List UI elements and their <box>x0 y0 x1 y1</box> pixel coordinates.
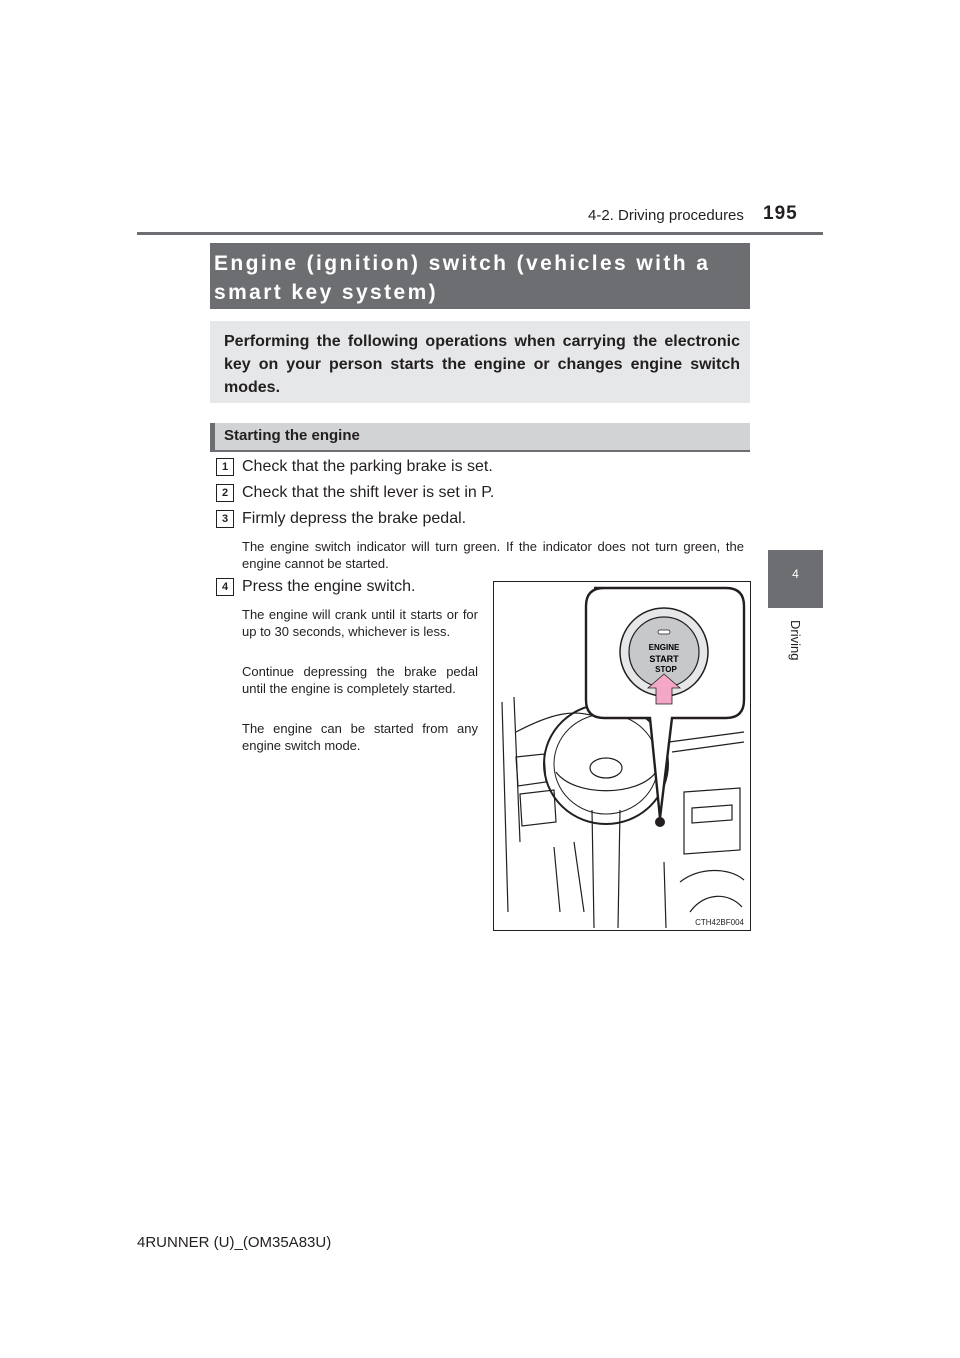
subheading-accent <box>210 423 215 450</box>
step-number-4: 4 <box>216 578 234 596</box>
page-number: 195 <box>763 203 798 224</box>
footer-model-code: 4RUNNER (U)_(OM35A83U) <box>137 1234 332 1251</box>
button-label-line-1: ENGINE <box>648 643 680 652</box>
subheading: Starting the engine <box>224 427 360 444</box>
button-label-line-3: STOP <box>655 665 677 674</box>
step-3-note: The engine switch indicator will turn green. If the indicator does not turn green, the engine cannot be started. <box>242 539 744 571</box>
engine-switch-location <box>655 817 665 827</box>
chapter-side-label <box>770 620 820 700</box>
step-4-note-3: The engine can be started from any engine switch mode. <box>242 721 478 753</box>
section-title: Engine (ignition) switch (vehicles with a smart key system) <box>214 252 711 304</box>
step-4-note-2: Continue depressing the brake pedal until the engine is completely started. <box>242 664 478 696</box>
step-4-note-1: The engine will crank until it starts or for up to 30 seconds, whichever is less. <box>242 607 478 639</box>
chapter-label: Driving <box>788 620 803 661</box>
button-label-line-2: START <box>649 654 679 664</box>
header-rule <box>137 232 823 235</box>
step-1-text: Check that the parking brake is set. <box>242 458 493 475</box>
step-2-text: Check that the shift lever is set in P. <box>242 484 495 501</box>
intro-box <box>210 321 750 403</box>
chapter-number: 4 <box>792 567 799 581</box>
illustration-code: CTH42BF004 <box>695 918 744 927</box>
intro-text: Performing the following operations when carrying the electronic key on your person starts the engine or changes engine switch modes. <box>224 333 740 396</box>
chapter-tab <box>768 550 823 608</box>
section-reference: 4-2. Driving procedures <box>588 207 744 224</box>
step-number-1: 1 <box>216 458 234 476</box>
steering-wheel <box>544 704 668 928</box>
section-title-block <box>210 243 750 309</box>
step-number-3: 3 <box>216 510 234 528</box>
subheading-bar <box>210 423 750 452</box>
dashboard-drawing <box>494 582 750 930</box>
indicator-lamp-icon <box>658 630 670 634</box>
step-4-text: Press the engine switch. <box>242 578 416 595</box>
engine-switch-illustration <box>493 581 751 931</box>
step-3-text: Firmly depress the brake pedal. <box>242 510 467 527</box>
step-number-2: 2 <box>216 484 234 502</box>
